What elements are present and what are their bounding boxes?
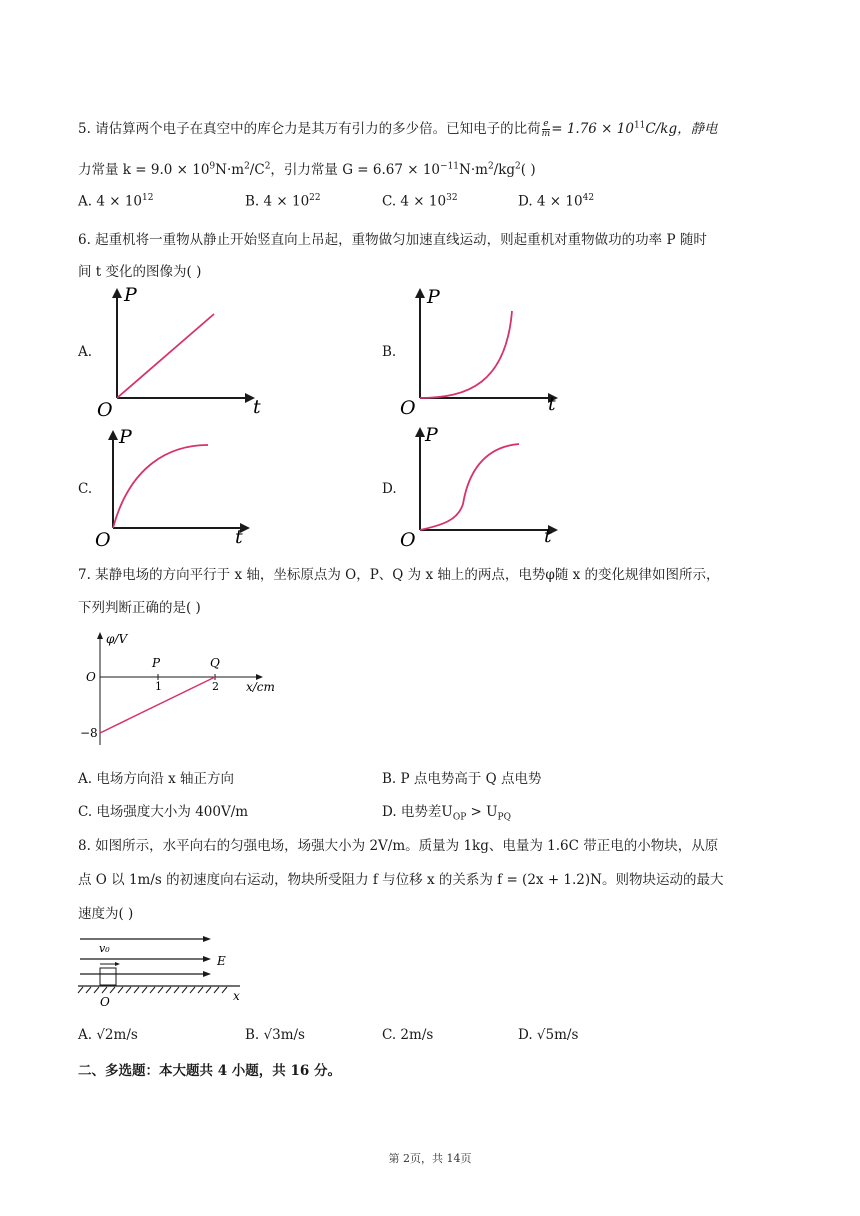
axis-p-label: P [124,284,137,306]
axis-t-label: t [544,525,552,547]
axis-t-label: t [548,393,556,415]
q8-field-diagram [75,930,265,1010]
q6-option-b-label[interactable]: B. [382,344,397,360]
origin-label: O [100,995,110,1009]
q6-graph-b [398,283,568,418]
q5-line1: 5. 请估算两个电子在真空中的库仑力是其万有引力的多少倍。已知电子的比荷 $\frac{e}{m}$ = $1.76 \times 10^{11}C/kg$，静电 [78,119,718,139]
charge-mass-fraction: $\frac{e}{m}$ [541,119,551,139]
point-q-label: Q [210,656,220,670]
field-e-label: E [217,954,226,968]
q5-option-a[interactable]: A. $4 \times 10^{12}$ [78,193,154,210]
origin-label: O [95,529,111,550]
section-heading: 二、多选题：本大题共 4 小题，共 16 分。 [78,1063,341,1079]
axis-t-label: t [235,526,243,548]
origin-label: O [400,529,416,550]
q6-line2: 间 t 变化的图像为( ) [78,264,202,280]
x-axis-label: x [233,989,240,1003]
q6-option-d-label[interactable]: D. [382,481,397,497]
tick-2-label: 2 [212,680,219,693]
q5-line2: 力常量 $k = 9.0 \times 10^9N\cdot m^2/C^2$，引力常量 $G = 6.67 \times 10^{-11}N\cdot m^2/kg^2$( ) [78,161,536,178]
q7-option-b[interactable]: B. P 点电势高于 Q 点电势 [382,771,542,787]
x-axis-label: x/cm [246,680,275,694]
q6-option-c-label[interactable]: C. [78,481,93,497]
q8-option-b[interactable]: B. √3m/s [245,1027,305,1043]
q8-option-c[interactable]: C. 2m/s [382,1027,434,1043]
q8-line2: 点 O 以 1m/s 的初速度向右运动，物块所受阻力 f 与位移 x 的关系为 f = (2x + 1.2)N。则物块运动的最大 [78,872,724,888]
origin-label: O [97,399,113,418]
q8-line1: 8. 如图所示，水平向右的匀强电场，场强大小为 2V/m。质量为 1kg、电量为 1.6C 带正电的小物块，从原 [78,838,719,854]
q8-option-a[interactable]: A. √2m/s [78,1027,138,1043]
q7-line1: 7. 某静电场的方向平行于 x 轴，坐标原点为 O，P、Q 为 x 轴上的两点，电势φ随 x 的变化规律如图所示， [78,567,720,583]
q6-option-a-label[interactable]: A. [78,344,93,360]
q5-option-c[interactable]: C. $4 \times 10^{32}$ [382,193,458,210]
q5-option-b[interactable]: B. $4 \times 10^{22}$ [245,193,321,210]
q6-graph-a [95,283,265,418]
q6-graph-d [398,422,568,550]
axis-p-label: P [427,286,440,308]
q7-potential-graph [78,627,298,752]
origin-label: O [86,670,96,684]
origin-label: O [400,397,416,418]
q6-line1: 6. 起重机将一重物从静止开始竖直向上吊起，重物做匀加速直线运动，则起重机对重物做功的功率 P 随时 [78,232,707,248]
point-p-label: P [152,656,161,670]
page-footer: 第 2页，共 14页 [388,1152,472,1165]
q6-graph-c [95,425,265,550]
q8-option-d[interactable]: D. √5m/s [518,1027,579,1043]
v0-label: v₀ [99,942,110,955]
q7-option-c[interactable]: C. 电场强度大小为 400V/m [78,804,249,820]
q7-option-a[interactable]: A. 电场方向沿 x 轴正方向 [78,771,235,787]
axis-p-label: P [119,426,132,448]
q8-line3: 速度为( ) [78,906,134,922]
axis-t-label: t [253,396,261,418]
q7-line2: 下列判断正确的是( ) [78,600,201,616]
y-tick-label: −8 [80,726,98,740]
q7-option-d[interactable]: D. 电势差$U_{OP} > U_{PQ}$ [382,804,511,823]
q5-option-d[interactable]: D. $4 \times 10^{42}$ [518,193,595,210]
axis-p-label: P [425,424,438,446]
phi-axis-label: φ/V [106,632,128,646]
tick-1-label: 1 [155,680,162,693]
